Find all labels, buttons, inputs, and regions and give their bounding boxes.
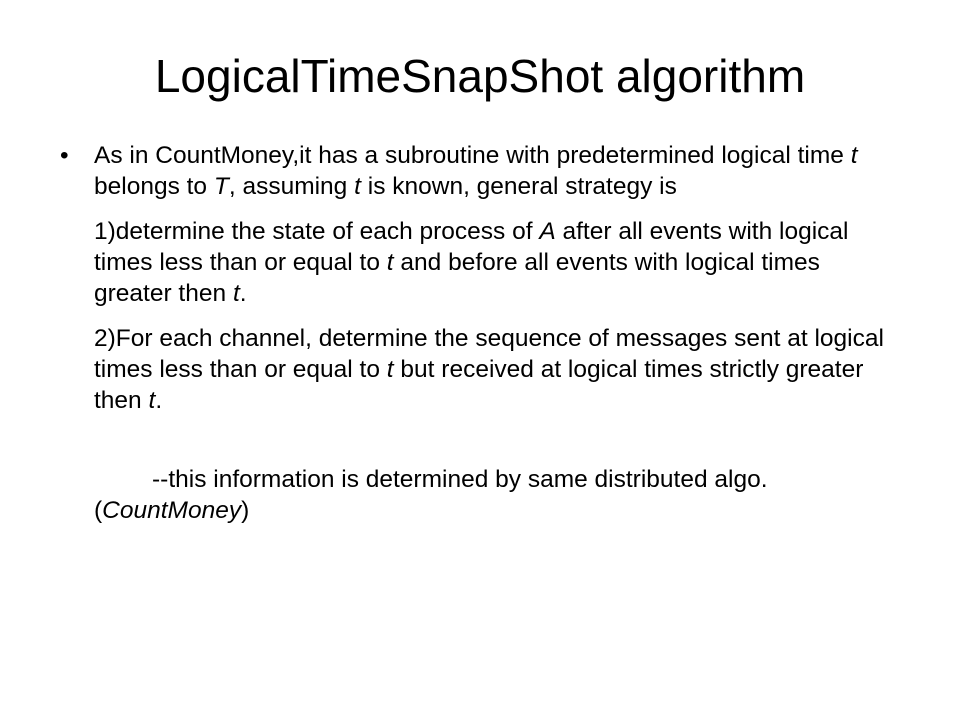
step-var-t: t <box>386 249 394 276</box>
step-text: . <box>239 280 247 307</box>
bullet-var-t: t <box>850 142 858 169</box>
step-1-paragraph <box>94 216 900 309</box>
bullet-text: As in CountMoney,it has a subroutine with predetermined logical time <box>94 142 851 169</box>
step-text: but received at logical times strictly greater then <box>94 356 864 414</box>
step-text: after all events with logical times less than or equal to <box>94 218 849 276</box>
slide-title: LogicalTimeSnapShot algorithm <box>154 50 806 102</box>
bullet-text: belongs to <box>94 173 214 200</box>
bullet-paragraph <box>60 140 900 202</box>
step-text: . <box>155 387 163 414</box>
note-paragraph <box>94 464 900 526</box>
note-var-countmoney: CountMoney <box>102 497 242 524</box>
bullet-var-T: T <box>213 173 229 200</box>
bullet-var-t: t <box>354 173 361 200</box>
step-text: 2)For each channel, determine the sequence of messages sent at logical times less than or equal to <box>94 325 884 383</box>
note-text: ) <box>241 497 250 524</box>
bullet-text: is known, general strategy is <box>360 173 677 200</box>
bullet-icon: • <box>60 142 69 169</box>
step-text: 1)determine the state of each process of <box>94 218 540 245</box>
step-var-t: t <box>148 387 156 414</box>
step-var-t: t <box>386 356 394 383</box>
step-var-t: t <box>232 280 240 307</box>
step-2-paragraph <box>94 323 900 416</box>
note-text: --this information is determined by same distributed algo. ( <box>94 466 768 524</box>
bullet-text: , assuming <box>228 173 355 200</box>
step-text: and before all events with logical times greater then <box>94 249 820 307</box>
step-var-A: A <box>539 218 556 245</box>
slide-body <box>60 140 900 526</box>
